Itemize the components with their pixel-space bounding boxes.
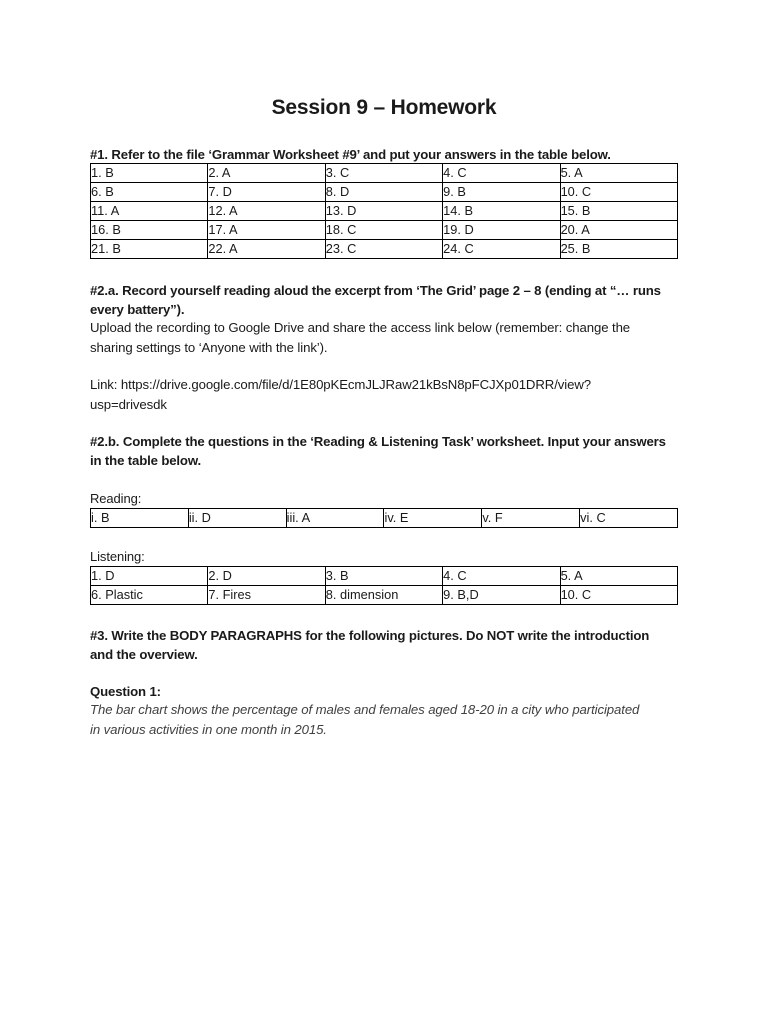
answer-cell: 21. B [91,240,208,259]
answer-cell: 5. A [560,567,677,586]
reading-answers-table [90,508,678,528]
reading-label: Reading: [90,491,142,506]
answer-cell: ii. D [188,509,286,528]
recording-link-line1[interactable]: Link: https://drive.google.com/file/d/1E80pKEcmJLJRaw21kBsN8pFCJXp01DRR/view? [90,377,591,392]
grammar-answer-row [91,221,678,240]
question-1-desc-line2: in various activities in one month in 2015. [90,722,327,737]
question-1-desc-line1: The bar chart shows the percentage of males and females aged 18-20 in a city who participated [90,702,640,717]
answer-cell: 1. B [91,164,208,183]
q3-heading-line2: and the overview. [90,647,198,662]
answer-cell: 3. B [325,567,442,586]
answer-cell: 4. C [443,164,560,183]
answer-cell: 2. D [208,567,325,586]
answer-cell: 6. Plastic [91,586,208,605]
answer-cell: 18. C [325,221,442,240]
answer-cell: 20. A [560,221,677,240]
answer-cell: 8. dimension [325,586,442,605]
answer-cell: 7. Fires [208,586,325,605]
answer-cell: i. B [91,509,189,528]
q2b-heading-line1: #2.b. Complete the questions in the ‘Reading & Listening Task’ worksheet. Input your answers [90,434,666,449]
answer-cell: 24. C [443,240,560,259]
q2b-heading [90,432,680,470]
reading-answer-row [91,509,678,528]
answer-cell: vi. C [580,509,678,528]
answer-cell: iv. E [384,509,482,528]
q2a-instructions [90,318,680,358]
answer-cell: 17. A [208,221,325,240]
q2a-heading-line2: every battery”). [90,302,185,317]
answer-cell: 1. D [91,567,208,586]
answer-cell: 3. C [325,164,442,183]
listening-label: Listening: [90,549,145,564]
answer-cell: 12. A [208,202,325,221]
answer-cell: 7. D [208,183,325,202]
answer-cell: 4. C [443,567,560,586]
answer-cell: 8. D [325,183,442,202]
recording-link[interactable] [90,375,680,415]
q3-heading-line1: #3. Write the BODY PARAGRAPHS for the following pictures. Do NOT write the introduction [90,628,650,643]
answer-cell: 9. B [443,183,560,202]
question-1-description [90,700,680,740]
recording-link-line2[interactable]: usp=drivesdk [90,397,167,412]
question-1-label: Question 1: [90,684,161,699]
answer-cell: 11. A [91,202,208,221]
answer-cell: 9. B,D [443,586,560,605]
answer-cell: 25. B [560,240,677,259]
answer-cell: 19. D [443,221,560,240]
answer-cell: 15. B [560,202,677,221]
answer-cell: 6. B [91,183,208,202]
answer-cell: 2. A [208,164,325,183]
q1-heading: #1. Refer to the file ‘Grammar Worksheet #9’ and put your answers in the table below. [90,147,611,162]
answer-cell: iii. A [286,509,384,528]
q2a-heading-line1: #2.a. Record yourself reading aloud the excerpt from ‘The Grid’ page 2 – 8 (ending at “… runs [90,283,661,298]
grammar-answers-table [90,163,678,259]
answer-cell: 10. C [560,183,677,202]
grammar-answer-row [91,164,678,183]
answer-cell: v. F [482,509,580,528]
answer-cell: 16. B [91,221,208,240]
answer-cell: 13. D [325,202,442,221]
listening-answer-row [91,586,678,605]
grammar-answer-row [91,202,678,221]
q2a-instr-line1: Upload the recording to Google Drive and share the access link below (remember: change the [90,320,631,335]
grammar-answer-row [91,240,678,259]
q2a-instr-line2: sharing settings to ‘Anyone with the link’). [90,340,328,355]
listening-answers-table [90,566,678,605]
answer-cell: 14. B [443,202,560,221]
q2b-heading-line2: in the table below. [90,453,201,468]
q2a-heading [90,281,680,319]
answer-cell: 22. A [208,240,325,259]
answer-cell: 10. C [560,586,677,605]
q3-heading [90,626,680,664]
answer-cell: 23. C [325,240,442,259]
grammar-answer-row [91,183,678,202]
listening-answer-row [91,567,678,586]
page-title: Session 9 – Homework [271,96,497,119]
answer-cell: 5. A [560,164,677,183]
